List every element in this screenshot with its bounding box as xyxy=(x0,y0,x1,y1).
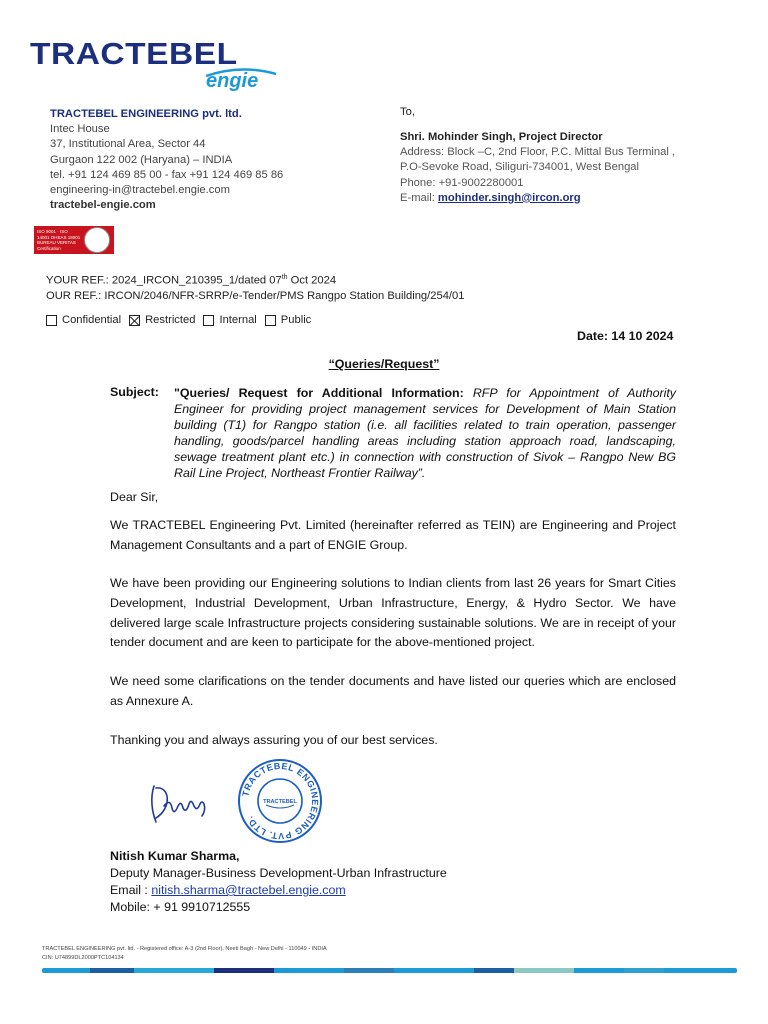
recipient-phone: Phone: +91-9002280001 xyxy=(400,176,524,189)
sender-line: tel. +91 124 469 85 00 - fax +91 124 469 85 86 xyxy=(50,168,284,181)
your-ref: YOUR REF.: 2024_IRCON_210395_1/dated 07th Oct 2024 xyxy=(46,274,337,287)
checkbox-icon[interactable] xyxy=(265,315,276,326)
footer-color-bar xyxy=(42,968,737,973)
letter-date: Date: 14 10 2024 xyxy=(577,329,674,343)
sender-line: Gurgaon 122 002 (Haryana) – INDIA xyxy=(50,153,233,166)
body-paragraph: We have been providing our Engineering solutions to Indian clients from last 26 years for Smart Cities Development, Industrial Development, Urban Infrastructure, Energy, & Hydro Sector. We have delivered large scale Infrastructure projects considering sustainable solutions. We are in receipt of your tender document and are keen to participate for the above-mentioned project. xyxy=(110,576,676,650)
signer-mobile: Mobile: + 91 9910712555 xyxy=(110,900,251,914)
salutation: Dear Sir, xyxy=(110,490,159,504)
subject-label: Subject: xyxy=(110,385,159,399)
classification-public[interactable]: Public xyxy=(265,314,311,326)
stamp-ring-text: TRACTEBEL ENGINEERING PVT. LTD. xyxy=(240,760,321,842)
checkbox-icon[interactable] xyxy=(203,315,214,326)
handwritten-signature xyxy=(146,778,216,828)
bureau-veritas-seal-icon xyxy=(84,227,110,253)
to-label: To, xyxy=(400,106,415,118)
sender-address-block xyxy=(50,107,283,213)
classification-internal[interactable]: Internal xyxy=(203,314,256,326)
tractebel-logo: TRACTEBEL xyxy=(30,36,238,71)
body-paragraph: Thanking you and always assuring you of our best services. xyxy=(110,733,438,747)
sender-line: Intec House xyxy=(50,123,110,136)
recipient-email-label: E-mail: xyxy=(400,191,438,204)
signer-email-label: Email : xyxy=(110,883,152,897)
sender-line: 37, Institutional Area, Sector 44 xyxy=(50,138,206,151)
subject-text: "Queries/ Request for Additional Information: RFP for Appointment of Authority Engineer for providing project management services for Development of Main Station building (T1) for Rangpo station (i.e. all facilities related to train operation, passenger handling, goods/parcel handling areas including station approach road, landscaping, sewage treatment plant etc.) in connection with construction of Sivok – Rangpo New BG Rail Line Project, Northeast Frontier Railway”. xyxy=(174,386,677,480)
classification-restricted[interactable]: Restricted xyxy=(129,314,195,326)
classification-row xyxy=(46,314,319,326)
recipient-email-link[interactable]: mohinder.singh@ircon.org xyxy=(437,191,581,204)
our-ref: OUR REF.: IRCON/2046/NFR-SRRP/e-Tender/PMS Rangpo Station Building/254/01 xyxy=(46,290,465,303)
signer-title: Deputy Manager-Business Development-Urban Infrastructure xyxy=(110,866,447,880)
sender-email: engineering-in@tractebel.engie.com xyxy=(50,184,230,197)
classification-confidential[interactable]: Confidential xyxy=(46,314,121,326)
company-stamp xyxy=(236,758,324,844)
recipient-address: Address: Block –C, 2nd Floor, P.C. Mittal Bus Terminal , xyxy=(400,146,676,159)
footer-registered-office: TRACTEBEL ENGINEERING pvt. ltd. - Registered office: A-3 (2nd Floor), Neeti Bagh - New Delhi - 110049 - INDIA CIN: U74899DL2000PTC104134 xyxy=(42,946,327,961)
certification-badge xyxy=(34,226,114,254)
body-paragraph: We need some clarifications on the tender documents and have listed our queries which are enclosed as Annexure A. xyxy=(110,674,676,708)
sender-website: tractebel-engie.com xyxy=(50,199,156,212)
signer-block xyxy=(110,848,447,916)
reference-block xyxy=(46,270,464,304)
signer-email-link[interactable]: nitish.sharma@tractebel.engie.com xyxy=(151,883,346,897)
checkbox-icon[interactable] xyxy=(46,315,57,326)
signer-name: Nitish Kumar Sharma, xyxy=(110,849,240,863)
recipient-name: Shri. Mohinder Singh, Project Director xyxy=(400,131,603,143)
letter-heading: “Queries/Request” xyxy=(328,357,440,371)
recipient-address: P.O-Sevoke Road, Siliguri-734001, West Bengal xyxy=(400,161,640,174)
sender-company: TRACTEBEL ENGINEERING pvt. ltd. xyxy=(50,108,242,120)
recipient-block xyxy=(400,130,675,206)
engie-logo: engie xyxy=(206,70,259,92)
stamp-center-text: TRACTEBEL xyxy=(263,799,297,805)
certification-text: ISO 9001 · ISO 14001 OHSAS 18001 BUREAU VERITAS Certification xyxy=(37,229,81,251)
checkbox-checked-icon[interactable] xyxy=(129,315,140,326)
body-paragraph: We TRACTEBEL Engineering Pvt. Limited (hereinafter referred as TEIN) are Engineering and Project Management Consultants and a part of ENGIE Group. xyxy=(110,518,676,552)
